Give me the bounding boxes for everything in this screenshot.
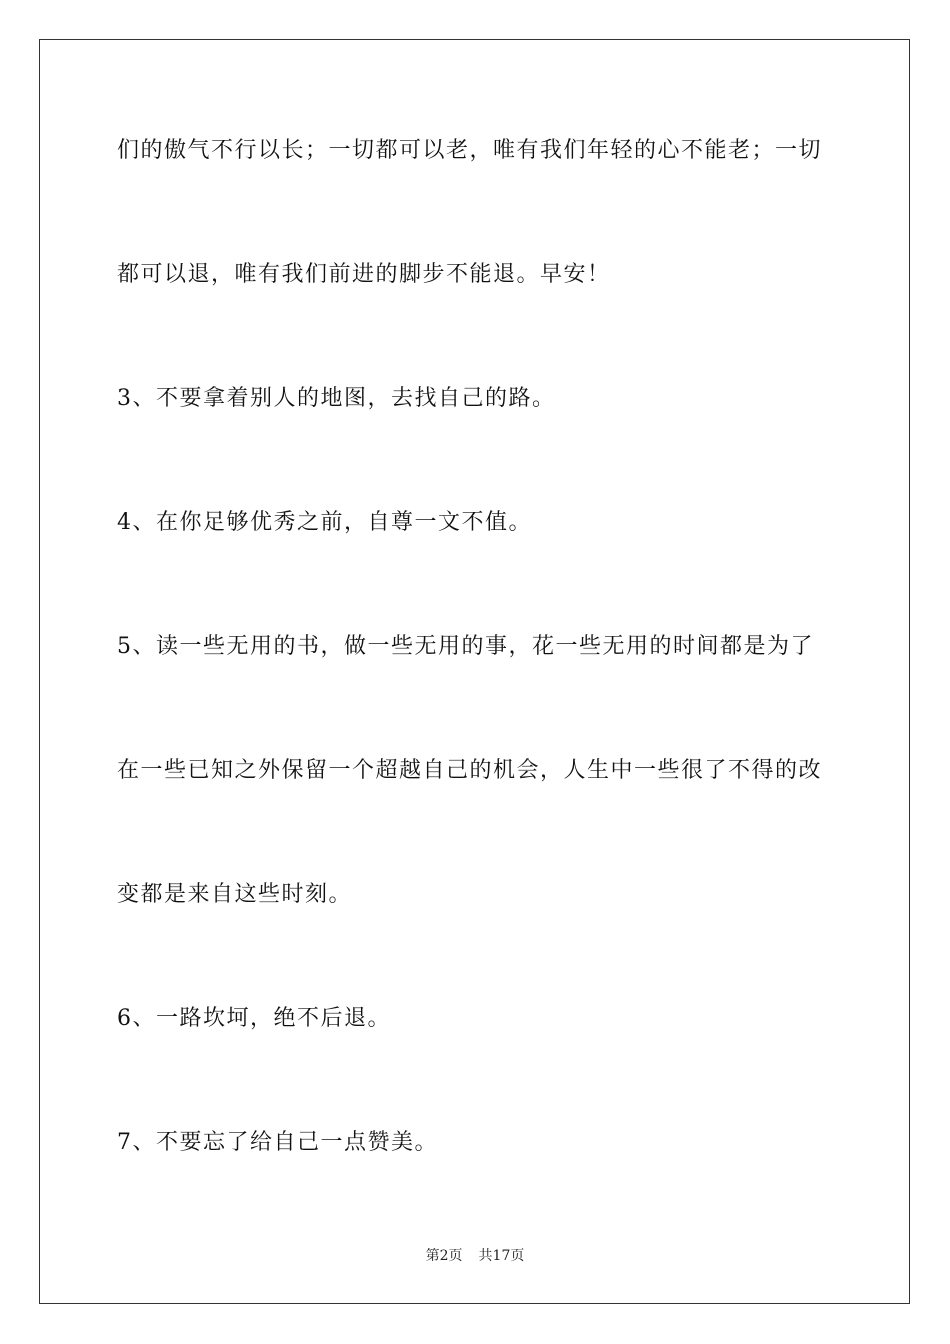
page-number: 第2页 bbox=[425, 1248, 463, 1264]
page-footer bbox=[0, 1246, 950, 1266]
text-line: 在一些已知之外保留一个超越自己的机会，人生中一些很了不得的改 bbox=[117, 758, 823, 783]
text-line: 都可以退，唯有我们前进的脚步不能退。早安！ bbox=[117, 262, 611, 287]
text-line: 4、在你足够优秀之前，自尊一文不值。 bbox=[117, 510, 532, 535]
page-frame bbox=[39, 39, 910, 1304]
total-pages: 共17页 bbox=[478, 1248, 525, 1264]
text-line: 6、一路坎坷，绝不后退。 bbox=[117, 1006, 391, 1031]
text-line: 们的傲气不行以长；一切都可以老，唯有我们年轻的心不能老；一切 bbox=[117, 138, 823, 163]
text-line: 3、不要拿着别人的地图，去找自己的路。 bbox=[117, 386, 556, 411]
text-line: 变都是来自这些时刻。 bbox=[117, 882, 353, 907]
text-line: 7、不要忘了给自己一点赞美。 bbox=[117, 1130, 438, 1155]
text-line: 5、读一些无用的书，做一些无用的事，花一些无用的时间都是为了 bbox=[117, 634, 814, 659]
